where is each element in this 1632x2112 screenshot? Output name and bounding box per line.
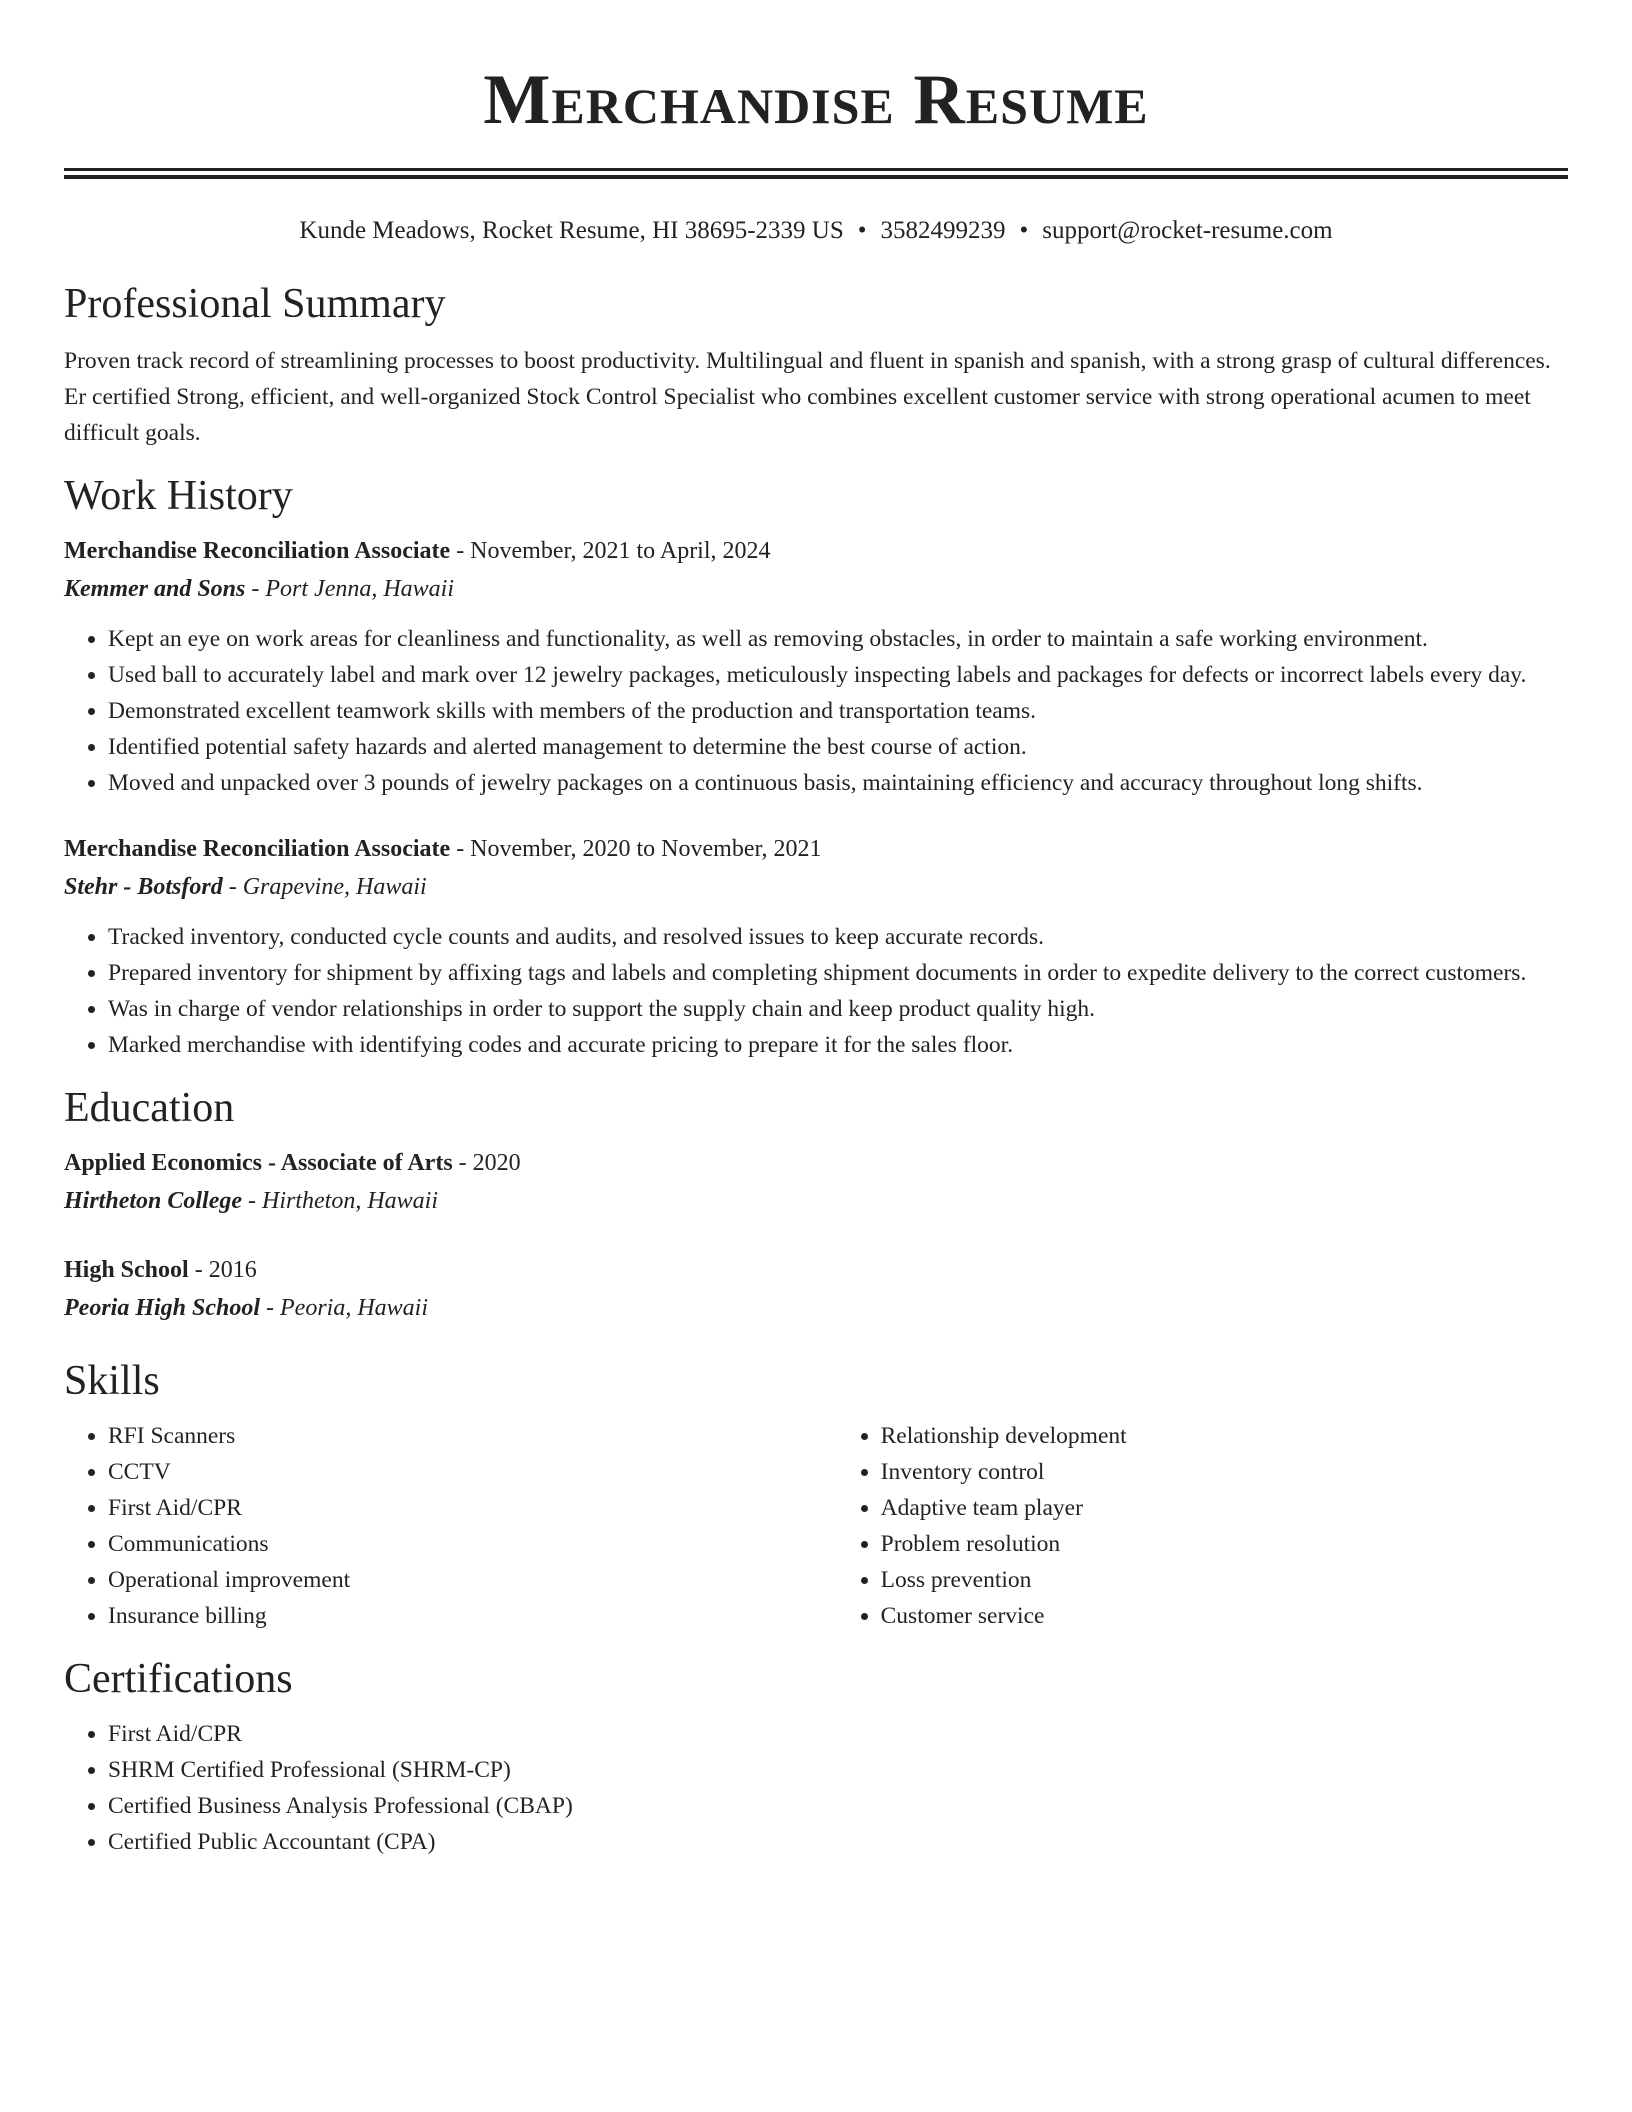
school-line <box>64 1181 1568 1221</box>
certifications-section <box>64 1654 1568 1860</box>
skills-section <box>64 1356 1568 1634</box>
school-line <box>64 1288 1568 1328</box>
education-entry <box>64 1145 1568 1221</box>
job-bullet: • Demonstrated excellent teamwork skills with members of the production and transportation teams. <box>108 693 1568 729</box>
certifications-list <box>64 1716 1568 1860</box>
contact-separator: • <box>1019 217 1029 244</box>
certifications-heading: Certifications <box>64 1656 293 1702</box>
skill-item: • Insurance billing <box>108 1598 837 1634</box>
job-bullet: • Moved and unpacked over 3 pounds of jewelry packages on a continuous basis, maintaining efficiency and accuracy throughout long shifts. <box>108 765 1568 801</box>
summary-text: Proven track record of streamlining processes to boost productivity. Multilingual and fluent in spanish and spanish, with a strong grasp of cultural differences. Er certified Strong, efficient, and well-organized Stock Control Specialist who combines excellent customer service with strong operational acumen to meet difficult goals. <box>64 348 1551 446</box>
employer-location: - Port Jenna, Hawaii <box>245 576 455 602</box>
school-location: - Hirtheton, Hawaii <box>242 1188 439 1214</box>
contact-phone: 3582499239 <box>880 217 1006 244</box>
education-entry <box>64 1252 1568 1328</box>
job-bullet: • Used ball to accurately label and mark over 12 jewelry packages, meticulously inspecting labels and packages for defects or incorrect labels every day. <box>108 657 1568 693</box>
job-title: Merchandise Reconciliation Associate <box>64 538 451 564</box>
degree-line <box>64 1252 1568 1288</box>
job-entry <box>64 831 1568 1063</box>
degree-name: High School <box>64 1257 189 1283</box>
school-name: Peoria High School <box>64 1295 261 1321</box>
skills-list-left <box>64 1418 837 1634</box>
work-history-heading: Work History <box>64 473 293 519</box>
skill-item: • Inventory control <box>881 1454 1568 1490</box>
job-title: Merchandise Reconciliation Associate <box>64 836 451 862</box>
job-bullets <box>64 621 1568 801</box>
summary-heading: Professional Summary <box>64 281 446 327</box>
summary-section <box>64 279 1568 451</box>
degree-line <box>64 1145 1568 1181</box>
skill-item: • Adaptive team player <box>881 1490 1568 1526</box>
skill-item: • Relationship development <box>881 1418 1568 1454</box>
degree-year: - 2016 <box>188 1257 257 1283</box>
employer-name: Kemmer and Sons <box>64 576 246 602</box>
skill-item: • First Aid/CPR <box>108 1490 837 1526</box>
skills-heading: Skills <box>64 1358 160 1404</box>
job-dates: - November, 2020 to November, 2021 <box>450 836 822 862</box>
employer-name: Stehr - Botsford <box>64 874 223 900</box>
employer-line <box>64 569 1568 609</box>
job-bullet: • Was in charge of vendor relationships in order to support the supply chain and keep product quality high. <box>108 991 1568 1027</box>
degree-year: - 2020 <box>452 1150 521 1176</box>
job-bullets <box>64 919 1568 1063</box>
job-bullet: • Tracked inventory, conducted cycle counts and audits, and resolved issues to keep accurate records. <box>108 919 1568 955</box>
education-section <box>64 1083 1568 1328</box>
school-name: Hirtheton College <box>64 1188 243 1214</box>
certification-item: • Certified Business Analysis Professional (CBAP) <box>108 1788 1568 1824</box>
resume-title: Merchandise Resume <box>483 61 1149 139</box>
job-entry <box>64 533 1568 801</box>
job-bullet: • Marked merchandise with identifying codes and accurate pricing to prepare it for the sales floor. <box>108 1027 1568 1063</box>
certification-item: • Certified Public Accountant (CPA) <box>108 1824 1568 1860</box>
employer-line <box>64 867 1568 907</box>
job-bullet: • Prepared inventory for shipment by affixing tags and labels and completing shipment documents in order to expedite delivery to the correct customers. <box>108 955 1568 991</box>
job-title-line <box>64 533 1568 569</box>
degree-name: Applied Economics - Associate of Arts <box>64 1150 453 1176</box>
skill-item: • RFI Scanners <box>108 1418 837 1454</box>
contact-separator: • <box>857 217 867 244</box>
contact-email[interactable]: support@rocket-resume.com <box>1042 217 1333 244</box>
contact-line <box>64 214 1568 248</box>
skill-item: • Loss prevention <box>881 1562 1568 1598</box>
certification-item: • SHRM Certified Professional (SHRM-CP) <box>108 1752 1568 1788</box>
school-location: - Peoria, Hawaii <box>260 1295 429 1321</box>
skill-item: • Problem resolution <box>881 1526 1568 1562</box>
employer-location: - Grapevine, Hawaii <box>222 874 427 900</box>
skill-item: • CCTV <box>108 1454 837 1490</box>
work-history-section <box>64 471 1568 1063</box>
skill-item: • Communications <box>108 1526 837 1562</box>
title-divider <box>64 168 1568 179</box>
skill-item: • Customer service <box>881 1598 1568 1634</box>
skills-list-right <box>837 1418 1568 1634</box>
job-bullet: • Identified potential safety hazards and alerted management to determine the best course of action. <box>108 729 1568 765</box>
job-title-line <box>64 831 1568 867</box>
education-heading: Education <box>64 1085 235 1131</box>
job-dates: - November, 2021 to April, 2024 <box>450 538 771 564</box>
job-bullet: • Kept an eye on work areas for cleanliness and functionality, as well as removing obstacles, in order to maintain a safe working environment. <box>108 621 1568 657</box>
skills-columns <box>64 1406 1568 1634</box>
contact-address: Kunde Meadows, Rocket Resume, HI 38695-2339 US <box>299 217 844 244</box>
certification-item: • First Aid/CPR <box>108 1716 1568 1752</box>
skill-item: • Operational improvement <box>108 1562 837 1598</box>
